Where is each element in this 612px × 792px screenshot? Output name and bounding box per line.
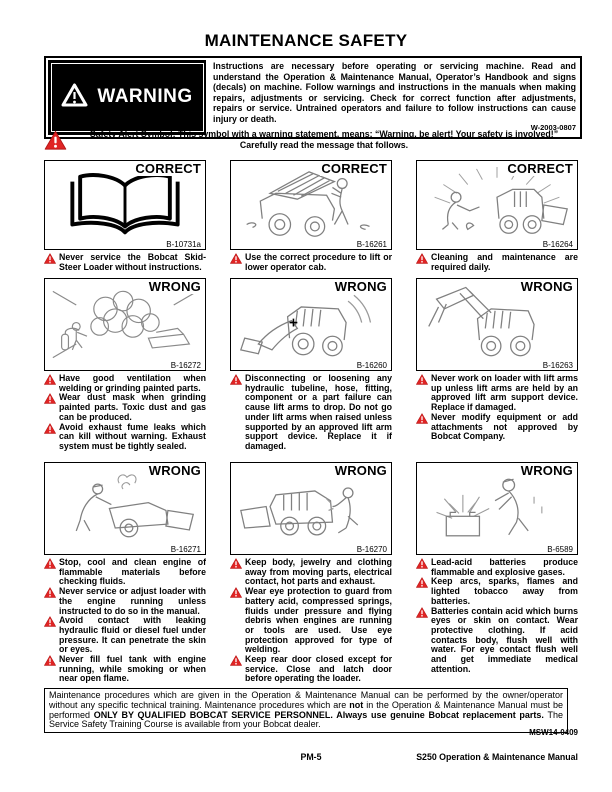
- bullet-text: Keep rear door closed except for service. Close and latch door before operating the loader.: [245, 654, 392, 684]
- alert-triangle-icon: [44, 423, 59, 434]
- safety-alert-triangle-icon: [44, 129, 74, 156]
- alert-triangle-icon: [416, 253, 431, 264]
- panel-frame: [44, 160, 206, 250]
- safety-bullet: [44, 655, 206, 684]
- panel-bullets: [44, 558, 206, 684]
- engine-service-illustration: [47, 465, 203, 552]
- panel-status-label: CORRECT: [321, 161, 387, 176]
- panel-status-label: WRONG: [334, 279, 387, 294]
- bullet-text: Lead-acid batteries produce flammable and explosive gases.: [431, 557, 578, 577]
- welding-fumes-illustration: [47, 281, 203, 368]
- safety-bullet: [416, 577, 578, 606]
- panel-frame: [230, 160, 392, 250]
- bullet-text: Keep arcs, sparks, flames and lighted tobacco away from batteries.: [431, 576, 578, 606]
- warning-text-content: Instructions are necessary before operating or servicing machine. Read and understand the Operation & Maintenance Manual, Operator’s Handbook and signs (decals) on machine. Follow warnings and instructions in the manuals when making repairs, adjustments or servicing. Check for correct function after adjustments, repairs or service. Untrained operators and failure to follow instructions can cause injury or death.: [213, 61, 576, 124]
- figure-ref: B-16261: [356, 240, 387, 249]
- safety-panel: [230, 278, 392, 462]
- panel-status-label: WRONG: [148, 279, 201, 294]
- note-segment: Maintenance procedures which are given in the Operation & Maintenance Manual can be performed by the owner/operator without any specific technical training. Maintenance procedures which are: [49, 690, 563, 710]
- safety-alert-text: Safety Alert Symbol: This symbol with a warning statement, means: “Warning, be alert! Your safety is involved!” Carefully read the message that follows.: [89, 129, 559, 150]
- panel-frame: [416, 462, 578, 555]
- bullet-text: Batteries contain acid which burns eyes or skin on contact. Wear protective clothing. If acid contacts body, flush well with water. For eye contact flush well and get immediate medical attention.: [431, 605, 578, 674]
- panel-status-label: WRONG: [334, 463, 387, 478]
- lift-arm-drop-illustration: [233, 281, 389, 368]
- bullet-text: Never fill fuel tank with engine running, while smoking or when near open flame.: [59, 654, 206, 684]
- panel-frame: [44, 462, 206, 555]
- figure-ref: B-16271: [170, 545, 201, 554]
- bullet-text: Never service or adjust loader with the engine running unless instructed to do so in the manual.: [59, 586, 206, 616]
- safety-bullet: [44, 423, 206, 452]
- panel-grid: [44, 160, 578, 690]
- figure-ref: B-10731a: [166, 240, 201, 249]
- alert-triangle-icon: [416, 374, 431, 385]
- bullet-text: Wear eye protection to guard from battery acid, compressed springs, fluids under pressure and flying debris when engines are running or tools are used. Use eye protection approved for type of welding.: [245, 586, 392, 655]
- bullet-text: Have good ventilation when welding or grinding painted parts.: [59, 373, 206, 393]
- lift-arms-up-illustration: [419, 281, 575, 368]
- figure-ref: B-16263: [542, 361, 573, 370]
- warning-label-box: [48, 60, 206, 135]
- alert-triangle-icon: [416, 607, 431, 618]
- safety-alert-row: [44, 129, 574, 156]
- note-segment: not: [349, 699, 364, 710]
- alert-triangle-icon: [416, 413, 431, 424]
- bullet-text: Never modify equipment or add attachments not approved by Bobcat Company.: [431, 411, 578, 442]
- safety-bullet: [416, 413, 578, 442]
- safety-bullet: [44, 374, 206, 393]
- safety-bullet: [44, 393, 206, 422]
- moving-parts-illustration: [233, 465, 389, 552]
- panel-frame: [416, 160, 578, 250]
- panel-bullets: [416, 558, 578, 674]
- alert-triangle-icon: [230, 587, 245, 598]
- warning-triangle-icon: [61, 83, 88, 112]
- note-segment: The Service Safety Training Course is available from your Bobcat dealer.: [49, 709, 563, 730]
- panel-status-label: WRONG: [148, 463, 201, 478]
- safety-bullet: [44, 587, 206, 616]
- alert-triangle-icon: [230, 253, 245, 264]
- panel-status-label: WRONG: [520, 463, 573, 478]
- panel-status-label: WRONG: [520, 279, 573, 294]
- safety-bullet: [44, 253, 206, 272]
- bullet-text: Avoid exhaust fume leaks which can kill without warning. Exhaust system must be tightly sealed.: [59, 421, 206, 451]
- figure-ref: B-16270: [356, 545, 387, 554]
- panel-frame: [230, 278, 392, 371]
- bullet-text: Stop, cool and clean engine of flammable materials before checking fluids.: [59, 557, 206, 587]
- safety-panel: [44, 160, 206, 278]
- warning-text: [211, 60, 578, 135]
- safety-bullet: [230, 655, 392, 684]
- bullet-text: Avoid contact with leaking hydraulic fluid or diesel fuel under pressure. It can penetrate the skin or eyes.: [59, 615, 206, 655]
- panel-bullets: [44, 253, 206, 272]
- safety-panel: [416, 278, 578, 462]
- safety-panel: [230, 160, 392, 278]
- note-segment: ONLY BY QUALIFIED BOBCAT SERVICE PERSONNEL. Always use genuine Bobcat replacement parts.: [93, 709, 544, 720]
- bullet-text: Never work on loader with lift arms up unless lift arms are held by an approved lift arm support device. Replace if damaged.: [431, 373, 578, 413]
- safety-bullet: [416, 374, 578, 413]
- safety-bullet: [416, 558, 578, 577]
- alert-triangle-icon: [44, 393, 59, 404]
- bullet-text: Never service the Bobcat Skid-Steer Loader without instructions.: [59, 252, 206, 272]
- panel-frame: [416, 278, 578, 371]
- figure-ref: B-16260: [356, 361, 387, 370]
- safety-bullet: [230, 374, 392, 452]
- bullet-text: Wear dust mask when grinding painted parts. Toxic dust and gas can be produced.: [59, 392, 206, 422]
- alert-triangle-icon: [230, 374, 245, 385]
- footer-manual-name: S250 Operation & Maintenance Manual: [416, 752, 578, 762]
- alert-triangle-icon: [44, 558, 59, 569]
- figure-ref: B-16264: [542, 240, 573, 249]
- note-code: MSW14-0409: [529, 728, 578, 737]
- figure-ref: B-16272: [170, 361, 201, 370]
- footer-page-number: PM-5: [300, 752, 322, 762]
- alert-triangle-icon: [230, 655, 245, 666]
- panel-status-label: CORRECT: [135, 161, 201, 176]
- warning-code: W-2003-0807: [530, 122, 576, 132]
- alert-triangle-icon: [44, 587, 59, 598]
- battery-spark-illustration: [419, 465, 575, 552]
- page-title: MAINTENANCE SAFETY: [204, 31, 408, 50]
- bullet-text: Use the correct procedure to lift or lower operator cab.: [245, 252, 392, 272]
- panel-bullets: [416, 253, 578, 272]
- alert-triangle-icon: [416, 558, 431, 569]
- panel-frame: [230, 462, 392, 555]
- safety-bullet: [230, 558, 392, 587]
- safety-bullet: [416, 253, 578, 272]
- alert-triangle-icon: [44, 655, 59, 666]
- figure-ref: B-6589: [547, 545, 573, 554]
- safety-bullet: [230, 587, 392, 655]
- safety-panel: [416, 160, 578, 278]
- safety-bullet: [230, 253, 392, 272]
- alert-triangle-icon: [230, 558, 245, 569]
- bullet-text: Keep body, jewelry and clothing away from moving parts, electrical contact, hot parts and exhaust.: [245, 557, 392, 587]
- bullet-text: Cleaning and maintenance are required daily.: [431, 252, 578, 272]
- safety-panel: [230, 462, 392, 690]
- alert-triangle-icon: [416, 577, 431, 588]
- safety-bullet: [44, 616, 206, 655]
- panel-frame: [44, 278, 206, 371]
- maintenance-note: [44, 688, 568, 733]
- panel-bullets: [44, 374, 206, 452]
- safety-panel: [416, 462, 578, 690]
- panel-bullets: [230, 253, 392, 272]
- safety-panel: [44, 462, 206, 690]
- panel-bullets: [230, 374, 392, 452]
- safety-panel: [44, 278, 206, 462]
- safety-bullet: [416, 607, 578, 675]
- alert-triangle-icon: [44, 253, 59, 264]
- panel-bullets: [230, 558, 392, 684]
- warning-banner: [44, 56, 582, 139]
- alert-triangle-icon: [44, 616, 59, 627]
- safety-bullet: [44, 558, 206, 587]
- warning-word: WARNING: [97, 86, 193, 108]
- panel-status-label: CORRECT: [507, 161, 573, 176]
- alert-triangle-icon: [44, 374, 59, 385]
- panel-bullets: [416, 374, 578, 442]
- bullet-text: Disconnecting or loosening any hydraulic tubeline, hose, fitting, component or a part failure can cause lift arms to drop. Do not go under lift arms when raised unless supported by an approved lift arm support device. Replace it if damaged.: [245, 373, 392, 451]
- note-segment: in the Operation & Maintenance Manual must be performed: [49, 699, 563, 720]
